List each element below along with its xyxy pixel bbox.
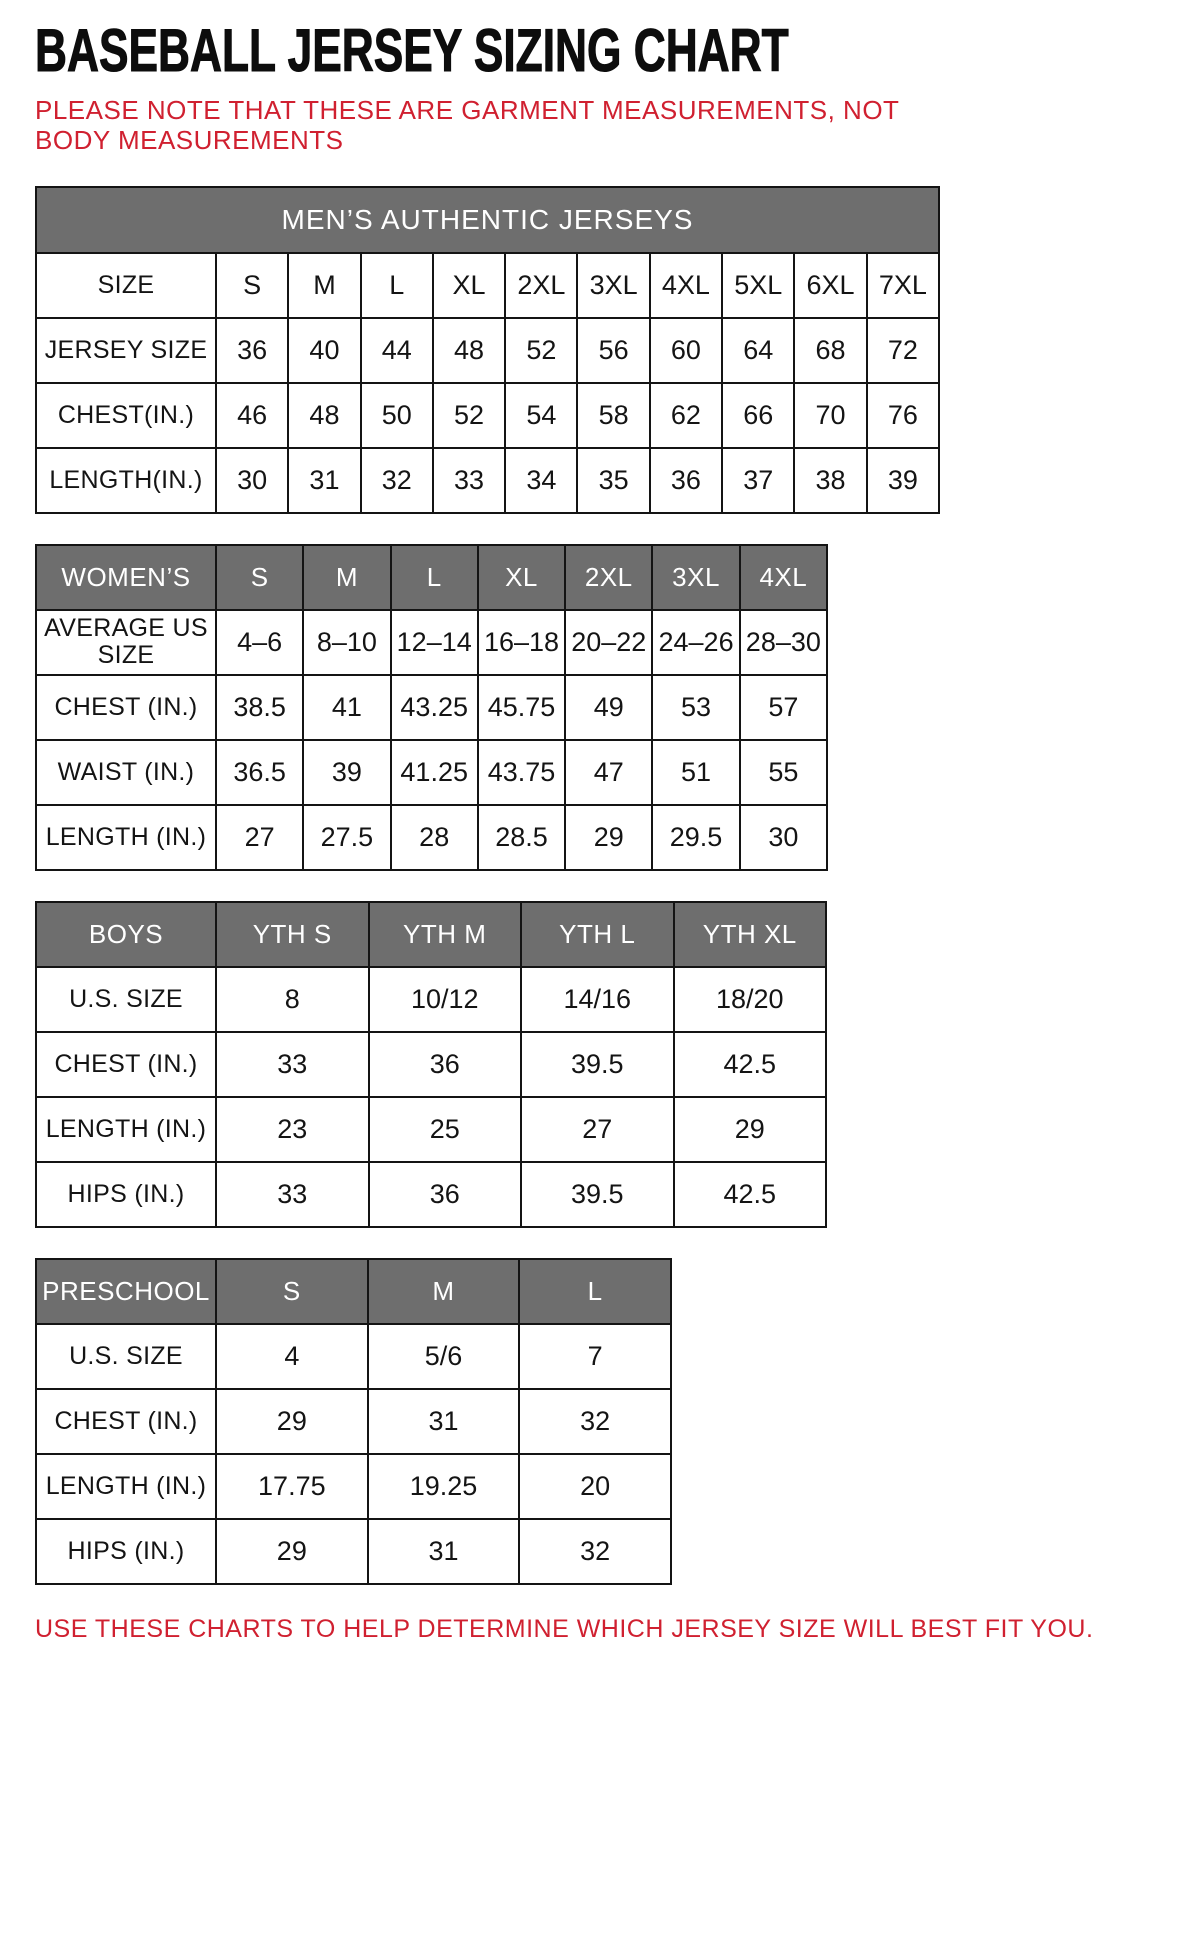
measurement-row: [36, 1324, 671, 1389]
value-cell: 46: [216, 383, 288, 448]
value-cell: 58: [577, 383, 649, 448]
table-banner-title: MEN’S AUTHENTIC JERSEYS: [36, 187, 939, 253]
value-cell: 48: [433, 318, 505, 383]
value-cell: 4: [216, 1324, 368, 1389]
value-cell: 29.5: [652, 805, 739, 870]
size-column-header: M: [303, 545, 390, 610]
value-cell: 32: [519, 1519, 671, 1584]
value-cell: 5XL: [722, 253, 794, 318]
size-header-row: [36, 902, 826, 967]
value-cell: 38.5: [216, 675, 303, 740]
value-cell: 31: [288, 448, 360, 513]
garment-measurement-note: PLEASE NOTE THAT THESE ARE GARMENT MEASUREMENTS, NOT BODY MEASUREMENTS: [35, 95, 899, 155]
preschool-sizing-table: [35, 1258, 672, 1585]
value-cell: 24–26: [652, 610, 739, 675]
value-cell: 27: [521, 1097, 674, 1162]
value-cell: 41.25: [391, 740, 478, 805]
value-cell: 41: [303, 675, 390, 740]
row-label-cell: CHEST (IN.): [36, 675, 216, 740]
size-header-row: [36, 545, 827, 610]
size-column-header: 3XL: [652, 545, 739, 610]
value-cell: 62: [650, 383, 722, 448]
value-cell: M: [288, 253, 360, 318]
value-cell: 29: [674, 1097, 827, 1162]
value-cell: 39.5: [521, 1162, 674, 1227]
value-cell: 52: [505, 318, 577, 383]
value-cell: 8–10: [303, 610, 390, 675]
value-cell: 49: [565, 675, 652, 740]
value-cell: 7: [519, 1324, 671, 1389]
measurement-row: [36, 740, 827, 805]
value-cell: L: [361, 253, 433, 318]
measurement-row: [36, 383, 939, 448]
row-label-cell: CHEST (IN.): [36, 1389, 216, 1454]
value-cell: 29: [216, 1389, 368, 1454]
size-column-header: YTH L: [521, 902, 674, 967]
value-cell: 36: [216, 318, 288, 383]
value-cell: 33: [216, 1032, 369, 1097]
boys-sizing-table: [35, 901, 827, 1228]
value-cell: 4–6: [216, 610, 303, 675]
womens-sizing-table: [35, 544, 828, 871]
measurement-row: [36, 253, 939, 318]
value-cell: 47: [565, 740, 652, 805]
measurement-row: [36, 1097, 826, 1162]
value-cell: 36: [650, 448, 722, 513]
value-cell: 72: [867, 318, 939, 383]
value-cell: 42.5: [674, 1162, 827, 1227]
value-cell: 43.25: [391, 675, 478, 740]
value-cell: 25: [369, 1097, 522, 1162]
value-cell: 32: [361, 448, 433, 513]
size-column-header: YTH S: [216, 902, 369, 967]
value-cell: 27.5: [303, 805, 390, 870]
measurement-row: [36, 1519, 671, 1584]
size-column-header: YTH M: [369, 902, 522, 967]
value-cell: 44: [361, 318, 433, 383]
size-column-header: 4XL: [740, 545, 827, 610]
value-cell: 35: [577, 448, 649, 513]
value-cell: 66: [722, 383, 794, 448]
value-cell: 20: [519, 1454, 671, 1519]
measurement-row: [36, 675, 827, 740]
row-label-cell: WAIST (IN.): [36, 740, 216, 805]
size-column-header: 2XL: [565, 545, 652, 610]
value-cell: 19.25: [368, 1454, 520, 1519]
table-title-cell: WOMEN’S: [36, 545, 216, 610]
value-cell: 36: [369, 1032, 522, 1097]
value-cell: 23: [216, 1097, 369, 1162]
value-cell: 64: [722, 318, 794, 383]
value-cell: 33: [433, 448, 505, 513]
measurement-row: [36, 1389, 671, 1454]
measurement-row: [36, 448, 939, 513]
sizing-chart-page: [35, 17, 1165, 1644]
measurement-row: [36, 805, 827, 870]
measurement-row: [36, 1162, 826, 1227]
table-banner-row: [36, 187, 939, 253]
value-cell: 27: [216, 805, 303, 870]
row-label-cell: SIZE: [36, 253, 216, 318]
value-cell: 39: [303, 740, 390, 805]
value-cell: 55: [740, 740, 827, 805]
size-column-header: S: [216, 545, 303, 610]
value-cell: 39: [867, 448, 939, 513]
size-column-header: YTH XL: [674, 902, 827, 967]
value-cell: 36: [369, 1162, 522, 1227]
value-cell: 53: [652, 675, 739, 740]
value-cell: 57: [740, 675, 827, 740]
value-cell: 8: [216, 967, 369, 1032]
value-cell: 16–18: [478, 610, 565, 675]
row-label-cell: LENGTH (IN.): [36, 1454, 216, 1519]
value-cell: 32: [519, 1389, 671, 1454]
value-cell: 70: [794, 383, 866, 448]
value-cell: 18/20: [674, 967, 827, 1032]
value-cell: 2XL: [505, 253, 577, 318]
value-cell: 38: [794, 448, 866, 513]
value-cell: 60: [650, 318, 722, 383]
measurement-row: [36, 610, 827, 675]
row-label-cell: CHEST (IN.): [36, 1032, 216, 1097]
value-cell: 42.5: [674, 1032, 827, 1097]
row-label-cell: JERSEY SIZE: [36, 318, 216, 383]
row-label-cell: LENGTH (IN.): [36, 805, 216, 870]
table-title-cell: BOYS: [36, 902, 216, 967]
value-cell: 30: [216, 448, 288, 513]
row-label-cell: LENGTH(IN.): [36, 448, 216, 513]
value-cell: 40: [288, 318, 360, 383]
value-cell: 36.5: [216, 740, 303, 805]
measurement-row: [36, 967, 826, 1032]
value-cell: 14/16: [521, 967, 674, 1032]
value-cell: 43.75: [478, 740, 565, 805]
value-cell: 28–30: [740, 610, 827, 675]
row-label-cell: U.S. SIZE: [36, 1324, 216, 1389]
value-cell: 31: [368, 1519, 520, 1584]
measurement-row: [36, 318, 939, 383]
value-cell: 37: [722, 448, 794, 513]
page-title-text: BASEBALL JERSEY SIZING CHART: [35, 17, 789, 85]
value-cell: 52: [433, 383, 505, 448]
value-cell: 29: [565, 805, 652, 870]
row-label-cell: LENGTH (IN.): [36, 1097, 216, 1162]
value-cell: 3XL: [577, 253, 649, 318]
page-title: [35, 17, 1165, 85]
size-column-header: XL: [478, 545, 565, 610]
value-cell: 28.5: [478, 805, 565, 870]
value-cell: 50: [361, 383, 433, 448]
value-cell: 56: [577, 318, 649, 383]
value-cell: 10/12: [369, 967, 522, 1032]
value-cell: 30: [740, 805, 827, 870]
value-cell: 28: [391, 805, 478, 870]
value-cell: 34: [505, 448, 577, 513]
value-cell: XL: [433, 253, 505, 318]
row-label-cell: HIPS (IN.): [36, 1519, 216, 1584]
size-column-header: S: [216, 1259, 368, 1324]
value-cell: 39.5: [521, 1032, 674, 1097]
size-column-header: L: [519, 1259, 671, 1324]
value-cell: 68: [794, 318, 866, 383]
value-cell: 29: [216, 1519, 368, 1584]
value-cell: 5/6: [368, 1324, 520, 1389]
value-cell: 48: [288, 383, 360, 448]
value-cell: 6XL: [794, 253, 866, 318]
row-label-cell: U.S. SIZE: [36, 967, 216, 1032]
size-column-header: M: [368, 1259, 520, 1324]
row-label-cell: AVERAGE US SIZE: [36, 610, 216, 675]
measurement-row: [36, 1454, 671, 1519]
value-cell: 20–22: [565, 610, 652, 675]
value-cell: 31: [368, 1389, 520, 1454]
value-cell: S: [216, 253, 288, 318]
value-cell: 7XL: [867, 253, 939, 318]
size-column-header: L: [391, 545, 478, 610]
row-label-cell: CHEST(IN.): [36, 383, 216, 448]
value-cell: 33: [216, 1162, 369, 1227]
value-cell: 17.75: [216, 1454, 368, 1519]
table-title-cell: PRESCHOOL: [36, 1259, 216, 1324]
size-header-row: [36, 1259, 671, 1324]
value-cell: 54: [505, 383, 577, 448]
mens-sizing-table: [35, 186, 940, 514]
value-cell: 12–14: [391, 610, 478, 675]
measurement-row: [36, 1032, 826, 1097]
value-cell: 45.75: [478, 675, 565, 740]
value-cell: 4XL: [650, 253, 722, 318]
row-label-cell: HIPS (IN.): [36, 1162, 216, 1227]
value-cell: 76: [867, 383, 939, 448]
footer-note: USE THESE CHARTS TO HELP DETERMINE WHICH JERSEY SIZE WILL BEST FIT YOU.: [35, 1614, 1094, 1643]
value-cell: 51: [652, 740, 739, 805]
